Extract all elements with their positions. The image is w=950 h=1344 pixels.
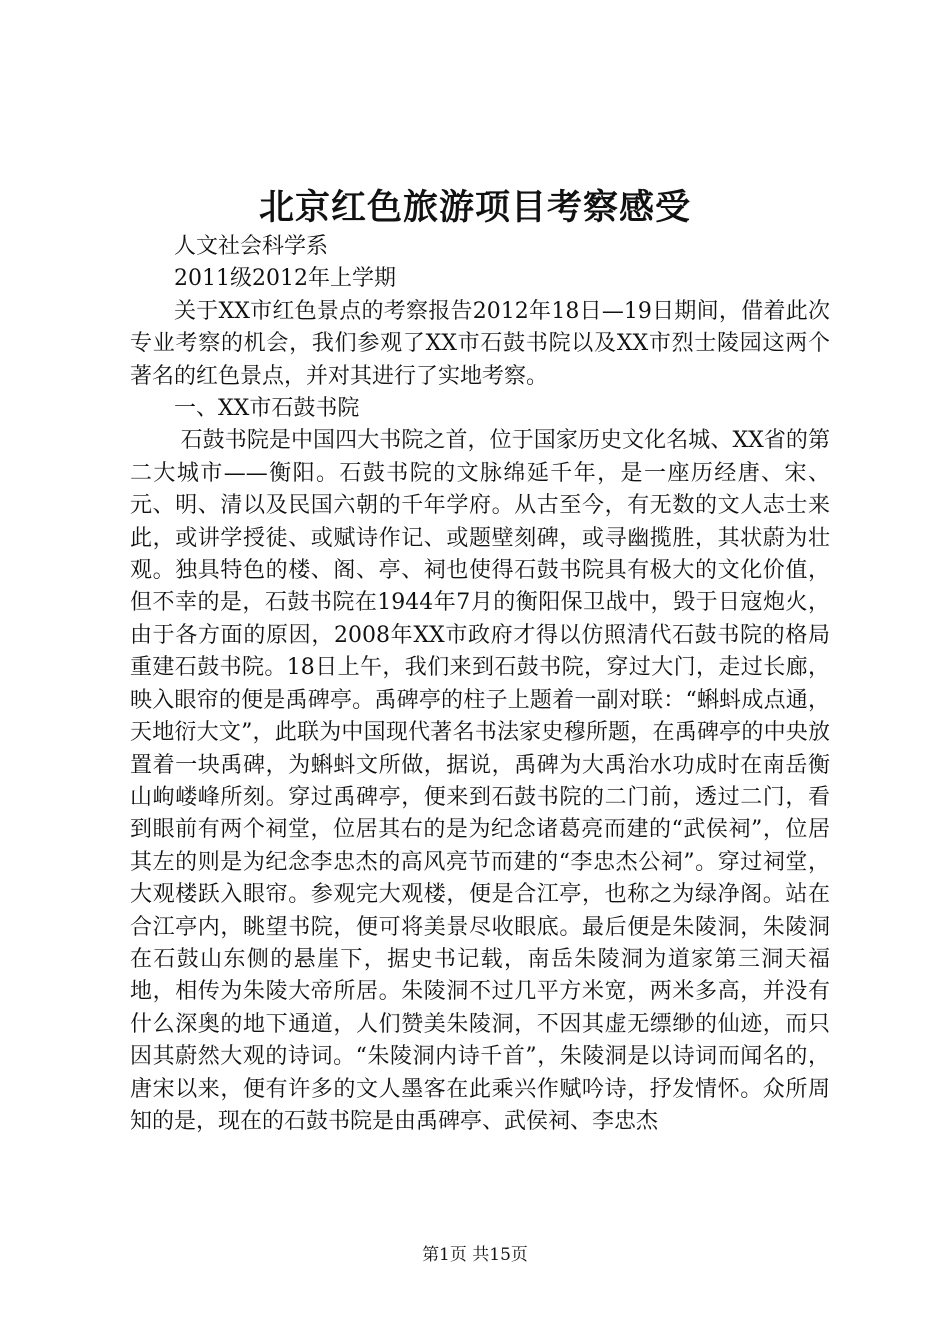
document-title: 北京红色旅游项目考察感受 (258, 187, 691, 228)
term-line: 2011级2012年上学期 (174, 266, 396, 292)
section-paragraph: 石鼓书院是中国四大书院之首，位于国家历史文化名城、XX省的第二大城市——衡阳。石鼓书院的文脉绵延千年，是一座历经唐、宋、元、明、清以及民国六朝的千年学府。从古至今，有无数的文人志士来此，或讲学授徒、或赋诗作记、或题壁刻碑，或寻幽揽胜，其状蔚为壮观。独具特色的楼、阁、亭、祠也使得石鼓书院具有极大的文化价值，但不幸的是，石鼓书院在1944年7月的衡阳保卫战中，毁于日寇炮火，由于各方面的原因，2008年XX市政府才得以仿照清代石鼓书院的格局重建石鼓书院。18日上午，我们来到石鼓书院，穿过大门，走过长廊，映入眼帘的便是禹碑亭。禹碑亭的柱子上题着一副对联：“蝌蚪成点通，天地衍大文”，此联为中国现代著名书法家史穆所题，在禹碑亭的中央放置着一块禹碑，为蝌蚪文所做，据说，禹碑为大禹治水功成时在南岳衡山岣嵝峰所刻。穿过禹碑亭，便来到石鼓书院的二门前，透过二门，看到眼前有两个祠堂，位居其右的是为纪念诸葛亮而建的“武侯祠”，位居其左的则是为纪念李忠杰的高风亮节而建的“李忠杰公祠”。穿过祠堂，大观楼跃入眼帘。参观完大观楼，便是合江亭，也称之为绿净阁。站在合江亭内，眺望书院，便可将美景尽收眼底。最后便是朱陵洞，朱陵洞在石鼓山东侧的悬崖下，据史书记载，南岳朱陵洞为道家第三洞天福地，相传为朱陵大帝所居。朱陵洞不过几平方米宽，两米多高，并没有什么深奥的地下通道，人们赞美朱陵洞，不因其虚无缥缈的仙迹，而只因其蔚然大观的诗词。“朱陵洞内诗千首”，朱陵洞是以诗词而闻名的，唐宋以来，便有许多的文人墨客在此乘兴作赋吟诗，抒发情怀。众所周知的是，现在的石鼓书院是由禹碑亭、武侯祠、李忠杰 (130, 428, 830, 1134)
page-footer: 第1页 共15页 (422, 1245, 528, 1265)
department-line: 人文社会科学系 (174, 234, 329, 259)
section-heading: 一、XX市石鼓书院 (174, 396, 360, 422)
intro-paragraph: 关于XX市红色景点的考察报告2012年18日—19日期间，借着此次专业考察的机会，我们参观了XX市石鼓书院以及XX市烈士陵园这两个著名的红色景点，并对其进行了实地考察。 (130, 298, 830, 389)
document-body (130, 231, 830, 1138)
